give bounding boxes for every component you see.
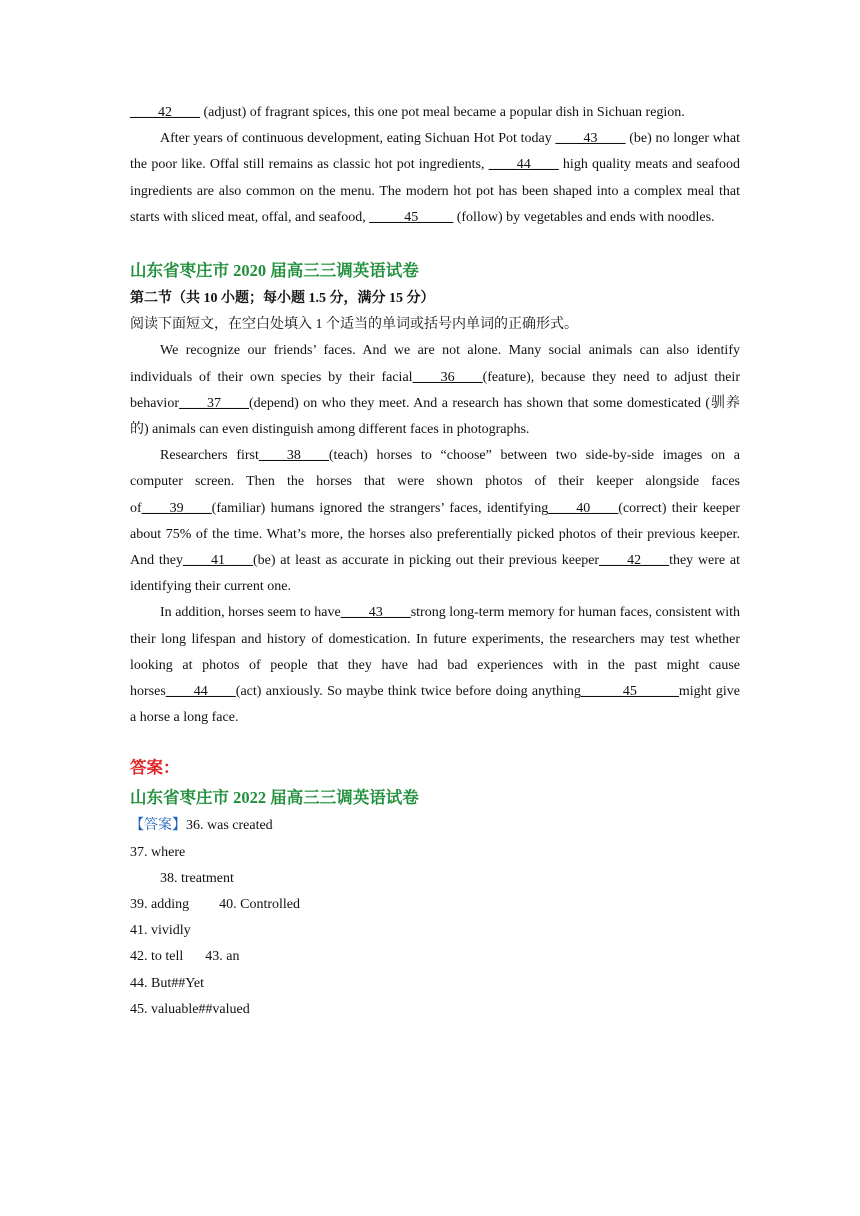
paragraph-text: (be) no longer what the poor like. Offal still remains as classic hot pot ingredients, xyxy=(130,131,740,173)
paragraph-text: (depend) on who they meet. And a research has shown that some domesticated (驯养的) animals can even distinguish among different faces in photographs. xyxy=(130,395,740,438)
blank-40: ____40____ xyxy=(548,500,619,516)
answer-label: 【答案】 xyxy=(130,818,186,834)
paragraph-text: (correct) their keeper about 75% of the time. What’s more, the horses also preferentially picked photos of their previous keeper. And they xyxy=(130,500,741,569)
answer-text: 40. Controlled xyxy=(219,897,300,913)
blank-36: ____36____ xyxy=(412,369,483,385)
blank-42b: ____42____ xyxy=(599,553,670,569)
paragraph-text: After years of continuous development, eating Sichuan Hot Pot today xyxy=(160,131,556,147)
paragraph-researchers xyxy=(130,443,740,600)
blank-43b: ____43____ xyxy=(340,605,411,621)
blank-43: ____43____ xyxy=(555,131,626,147)
answer-text: 36. was created xyxy=(186,818,273,834)
answer-44: 44. But##Yet xyxy=(130,975,205,991)
paragraph-text: (feature), because they need to adjust their behavior xyxy=(130,369,740,411)
answer-41: 41. vividly xyxy=(130,923,191,939)
blank-45: _____45_____ xyxy=(369,209,454,225)
paragraph-text: (be) at least as accurate in picking out their previous keeper xyxy=(252,553,600,569)
answer-38: 38. treatment xyxy=(160,870,234,886)
blank-37: ____37____ xyxy=(178,395,249,411)
paragraph-text: they were at identifying their current one. xyxy=(130,553,740,595)
blank-39: ____39____ xyxy=(141,500,212,516)
document-page xyxy=(130,100,740,1023)
paragraph-text: Researchers first xyxy=(160,448,259,464)
paragraph-text: (act) anxiously. So maybe think twice before doing anything xyxy=(235,684,581,700)
answer-text: 39. adding xyxy=(130,897,190,913)
answer-36 xyxy=(130,813,740,839)
paragraph-42 xyxy=(130,100,740,126)
answer-text: 43. an xyxy=(205,949,240,965)
paragraph-hotpot xyxy=(130,126,740,231)
paragraph-faces xyxy=(130,338,740,443)
blank-44: ____44____ xyxy=(488,157,559,173)
section-title: 山东省枣庄市 2020 届高三三调英语试卷 xyxy=(130,261,419,281)
blank-45b: ______45______ xyxy=(580,684,679,700)
section-subtitle: 第二节（共 10 小题；每小题 1.5 分，满分 15 分） xyxy=(130,291,435,307)
paragraph-text: In addition, horses seem to have xyxy=(160,605,341,621)
blank-41: ____41____ xyxy=(182,553,253,569)
paragraph-text: (teach) horses to “choose” between two side-by-side images on a computer screen. Then the horses that were shown photos of their keeper alongside faces of xyxy=(130,448,740,516)
answers-title: 山东省枣庄市 2022 届高三三调英语试卷 xyxy=(130,788,419,808)
instruction-text: 阅读下面短文，在空白处填入 1 个适当的单词或括号内单词的正确形式。 xyxy=(130,317,578,333)
paragraph-text: strong long-term memory for human faces, consistent with their long lifespan and history of domestication. In future experiments, the researchers may test whether looking at photos of people that they have had bad experiences with in the past might cause horses xyxy=(130,605,740,700)
blank-38: ____38____ xyxy=(258,448,329,464)
paragraph-text: might give a horse a long face. xyxy=(130,684,740,726)
paragraph-addition xyxy=(130,600,740,731)
blank-42: ____42____ xyxy=(130,105,200,120)
blank-44b: ____44____ xyxy=(165,684,236,700)
paragraph-text: high quality meats and seafood ingredients are also common on the menu. The modern hot pot has been shaped into a complex meal that starts with sliced meat, offal, and seafood, xyxy=(130,157,740,225)
paragraph-text: (familiar) humans ignored the strangers’ faces, identifying xyxy=(211,500,549,516)
paragraph-text: We recognize our friends’ faces. And we are not alone. Many social animals can also identify individuals of their own species by their facial xyxy=(130,343,740,385)
paragraph-text: (adjust) of fragrant spices, this one pot meal became a popular dish in Sichuan region. xyxy=(200,105,685,120)
answer-39-40 xyxy=(130,892,740,918)
answer-45: 45. valuable##valued xyxy=(130,1001,250,1017)
answer-text: 42. to tell xyxy=(130,949,184,965)
answer-42-43 xyxy=(130,944,740,970)
paragraph-text: (follow) by vegetables and ends with noodles. xyxy=(453,209,715,225)
answers-heading: 答案： xyxy=(130,758,180,778)
answer-37: 37. where xyxy=(130,844,186,860)
